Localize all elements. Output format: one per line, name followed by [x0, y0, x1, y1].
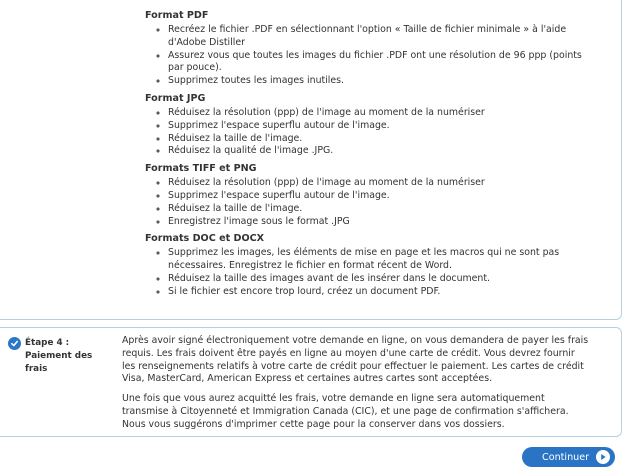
section-doc-docx	[145, 232, 595, 298]
list-item: ◦ Si le fichier est encore trop lourd, créez un document PDF.	[168, 286, 595, 299]
list-item: ◦ Réduisez la résolution (ppp) de l'image au moment de la numériser	[168, 177, 595, 190]
section-tiff-png	[145, 162, 595, 228]
tips-list	[145, 24, 595, 88]
step-paragraph: Après avoir signé électroniquement votre demande en ligne, on vous demandera de payer les frais requis. Les frais doivent être payés en ligne au moyen d'une carte de crédit. Vous devrez fournir les renseignements relatifs à votre carte de crédit pour effectuer le paiement. Les cartes de crédit Visa, MasterCard, American Express et certaines autres cartes sont acceptées.	[122, 335, 589, 385]
step-4-description	[122, 335, 590, 439]
section-heading: Formats TIFF et PNG	[145, 163, 257, 175]
section-pdf	[145, 9, 595, 88]
continue-label: Continuer	[542, 451, 590, 463]
checkmark-circle-icon	[8, 337, 21, 350]
section-heading: Format PDF	[145, 10, 209, 21]
step-paragraph: Une fois que vous aurez acquitté les frais, votre demande en ligne sera automatiquement transmise à Citoyenneté et Immigration Canada (CIC), et une page de confirmation s'affichera. Nous vous suggérons d'imprimer cette page pour la conserver dans vos dossiers.	[122, 393, 569, 430]
tips-list	[145, 107, 595, 158]
list-item: ◦ Supprimez les images, les éléments de mise en page et les macros qui ne sont pas nécessaires. Enregistrez le fichier en format récent de Word.	[168, 247, 595, 273]
list-item: ◦ Assurez vous que toutes les images du fichier .PDF ont une résolution de 96 ppp (points par pouce).	[168, 50, 595, 76]
tips-list	[145, 247, 595, 298]
list-item: ◦ Recréez le fichier .PDF en sélectionnant l'option « Taille de fichier minimale » à l'aide d'Adobe Distiller	[168, 24, 595, 50]
step-4-label: Étape 4 : Paiement des frais	[25, 338, 93, 374]
play-icon	[596, 450, 610, 464]
list-item: ◦ Réduisez la taille de l'image.	[168, 133, 595, 146]
list-item: ◦ Réduisez la taille de l'image.	[168, 203, 595, 216]
list-item: ◦ Supprimez l'espace superflu autour de l'image.	[168, 120, 595, 133]
list-item: ◦ Réduisez la qualité de l'image .JPG.	[168, 145, 595, 158]
list-item: ◦ Supprimez l'espace superflu autour de l'image.	[168, 190, 595, 203]
list-item: ◦ Réduisez la résolution (ppp) de l'image au moment de la numériser	[168, 107, 595, 120]
list-item: ◦ Supprimez toutes les images inutiles.	[168, 75, 595, 88]
list-item: ◦ Réduisez la taille des images avant de les insérer dans le document.	[168, 273, 595, 286]
section-jpg	[145, 92, 595, 158]
list-item: ◦ Enregistrez l'image sous le format .JPG	[168, 216, 595, 229]
section-heading: Formats DOC et DOCX	[145, 233, 265, 245]
continue-button[interactable]	[522, 447, 615, 467]
section-heading: Format JPG	[145, 92, 206, 104]
tips-list	[145, 177, 595, 228]
file-size-tips	[145, 9, 595, 303]
